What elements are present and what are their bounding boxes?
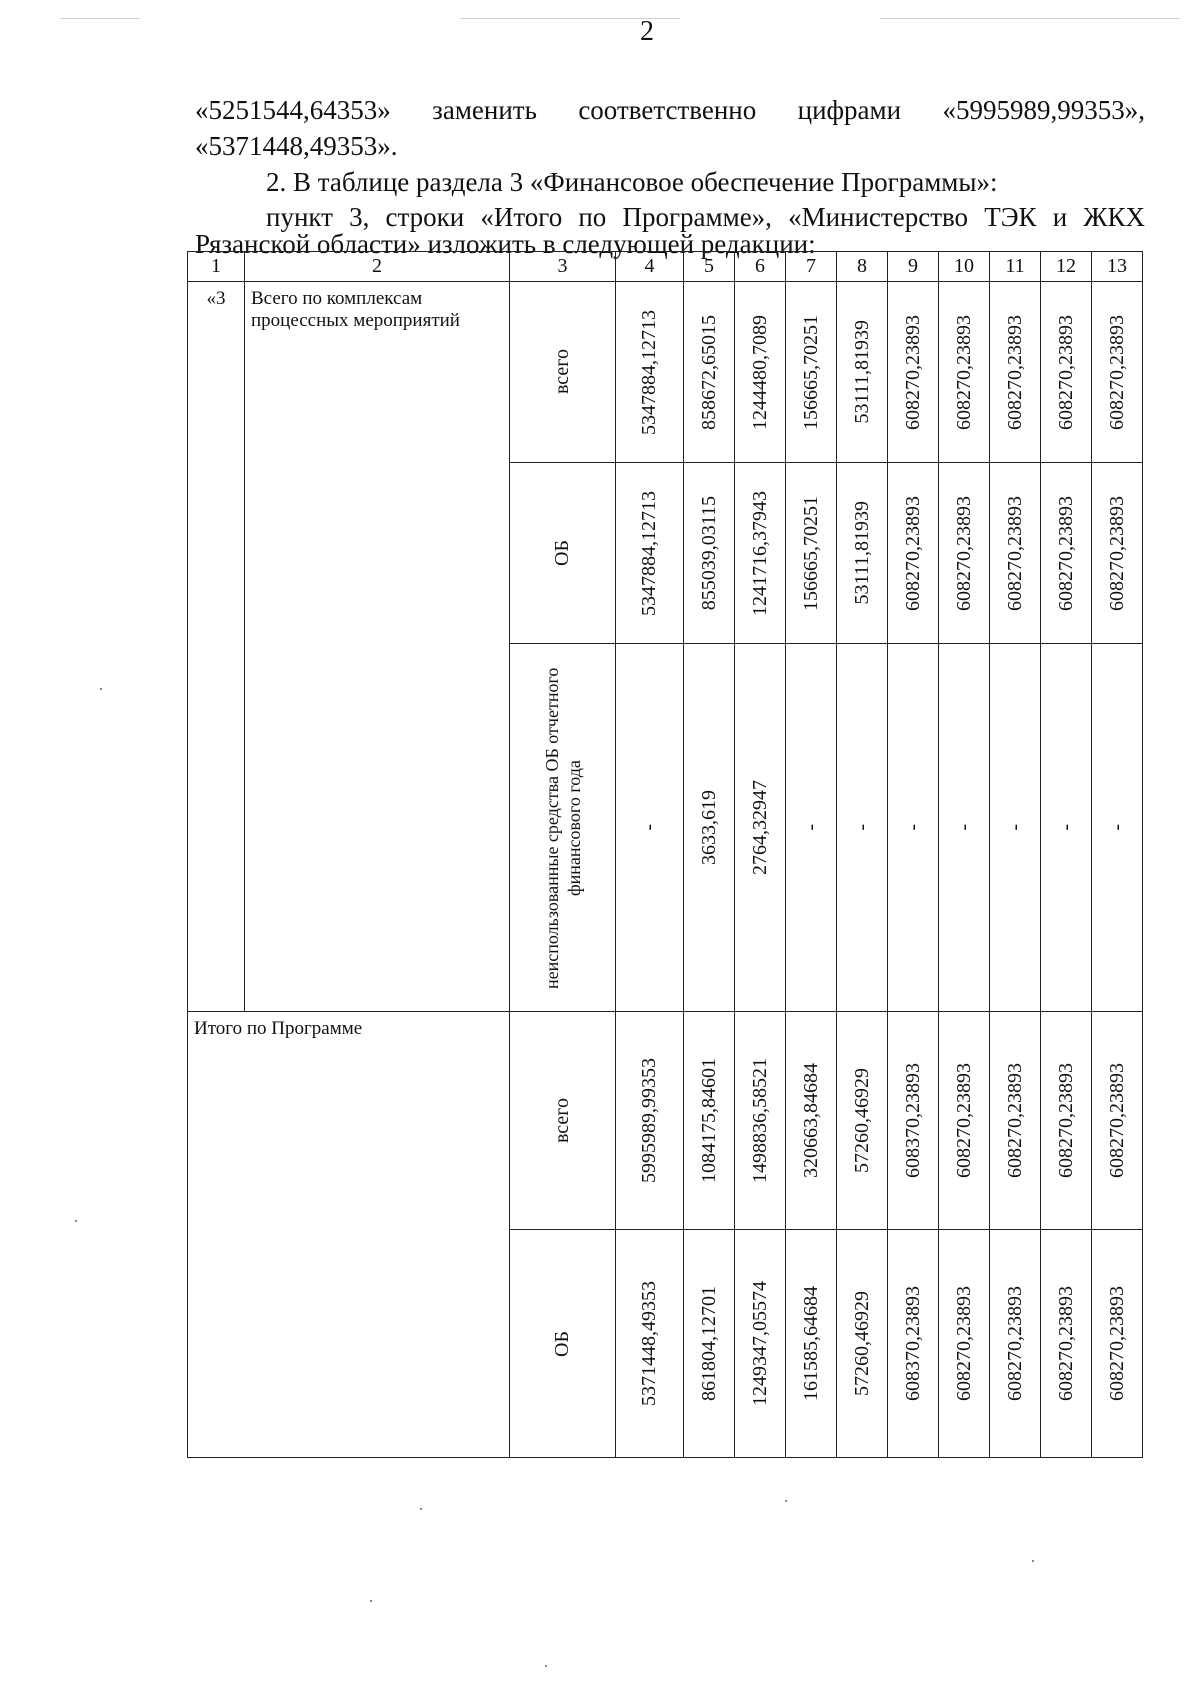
value: 1084175,84601: [697, 1058, 720, 1183]
value-cell: [786, 1230, 837, 1458]
scan-artifact-line: [60, 18, 140, 19]
value: 53111,81939: [850, 320, 873, 424]
value-cell: [735, 463, 786, 644]
total-name-cell: [188, 1012, 510, 1458]
scan-speck: [545, 1665, 547, 1667]
header-cell: 13: [1092, 252, 1143, 282]
value: 608270,23893: [1054, 1063, 1077, 1178]
value: 320663,84684: [799, 1063, 822, 1178]
value: 608270,23893: [1105, 1063, 1128, 1178]
header-cell: 1: [188, 252, 245, 282]
value: 608270,23893: [1003, 1063, 1026, 1178]
value-cell: [837, 282, 888, 463]
value-cell: [837, 1230, 888, 1458]
value-cell: [616, 463, 684, 644]
value-cell: [990, 282, 1041, 463]
table-row: [188, 282, 1143, 463]
value-cell: [1092, 282, 1143, 463]
total-name: Итого по Программе: [194, 1018, 363, 1039]
value-cell: [939, 282, 990, 463]
value-cell: [735, 1230, 786, 1458]
value: 608270,23893: [1054, 314, 1077, 430]
scan-artifact-line: [880, 18, 1180, 19]
value-cell: [1092, 644, 1143, 1012]
source-label: всего: [551, 1097, 573, 1144]
value-cell: [786, 1012, 837, 1230]
table-row: [188, 1012, 1143, 1230]
scan-speck: [75, 1220, 77, 1222]
value: 5995989,99353: [638, 1058, 660, 1183]
value: 53111,81939: [850, 501, 873, 605]
value-cell: [888, 644, 939, 1012]
value: 608270,23893: [901, 314, 924, 430]
paragraph-line-3: 2. В таблице раздела 3 «Финансовое обеспечение Программы»:: [266, 167, 998, 197]
value-cell: [888, 463, 939, 644]
row-number: «3: [206, 288, 226, 309]
value-cell: [990, 644, 1041, 1012]
value-cell: [990, 1230, 1041, 1458]
value-cell: [616, 1012, 684, 1230]
header-cell: 3: [510, 252, 616, 282]
old-value: «5251544,64353»: [195, 95, 391, 125]
value-cell: [735, 644, 786, 1012]
value: 57260,46929: [850, 1291, 873, 1396]
source-cell: [510, 1012, 616, 1230]
value: 608370,23893: [901, 1063, 924, 1178]
value: 608270,23893: [952, 495, 975, 611]
value: -: [1003, 824, 1026, 831]
value: 861804,12701: [697, 1286, 720, 1401]
value-cell: [939, 463, 990, 644]
value: -: [1054, 824, 1077, 831]
page-number: 2: [640, 16, 654, 47]
value: 5347884,12713: [638, 309, 660, 435]
value-cell: [1041, 1230, 1092, 1458]
value: 608270,23893: [1054, 495, 1077, 611]
value-cell: [990, 1012, 1041, 1230]
value: 608270,23893: [1003, 495, 1026, 611]
value-cell: [684, 1230, 735, 1458]
header-cell: 2: [245, 252, 510, 282]
paragraph-line-4: пункт 3, строки «Итого по Программе», «Министерство ТЭК и ЖКХ: [266, 202, 1145, 232]
value: -: [1105, 824, 1128, 831]
value: 156665,70251: [799, 495, 822, 611]
value: 608270,23893: [1054, 1286, 1077, 1401]
word-respectively: соответственно: [578, 95, 757, 125]
scan-speck: [1032, 1560, 1034, 1562]
value: 855039,03115: [697, 495, 720, 611]
word-figures: цифрами: [797, 95, 902, 125]
value-cell: [1041, 463, 1092, 644]
scan-speck: [370, 1600, 372, 1602]
value: 1241716,37943: [748, 490, 771, 616]
value-cell: [1041, 282, 1092, 463]
word-replace: заменить: [432, 95, 537, 125]
value-cell: [684, 644, 735, 1012]
value: 5347884,12713: [638, 490, 660, 616]
value-cell: [939, 644, 990, 1012]
value-cell: [837, 1012, 888, 1230]
new-value: «5995989,99353»,: [942, 95, 1145, 125]
source-cell: [510, 1230, 616, 1458]
value: 858672,65015: [697, 314, 720, 430]
value: 1498836,58521: [748, 1058, 771, 1183]
source-cell: [510, 282, 616, 463]
value: 608270,23893: [1003, 314, 1026, 430]
paragraph-line-2: «5371448,49353».: [195, 131, 398, 161]
row-name: Всего по комплексам процессных мероприятий: [251, 288, 460, 331]
value-cell: [888, 1012, 939, 1230]
value-cell: [888, 282, 939, 463]
value-cell: [684, 282, 735, 463]
value-cell: [939, 1230, 990, 1458]
value-cell: [684, 463, 735, 644]
value-cell: [735, 282, 786, 463]
header-cell: 6: [735, 252, 786, 282]
value: -: [952, 824, 975, 831]
value-cell: [1041, 644, 1092, 1012]
value: 608270,23893: [1003, 1286, 1026, 1401]
value-cell: [616, 1230, 684, 1458]
value: -: [638, 824, 660, 831]
value-cell: [990, 463, 1041, 644]
value: 156665,70251: [799, 314, 822, 430]
value: 1244480,7089: [748, 314, 771, 430]
value-cell: [1092, 1230, 1143, 1458]
source-label: неиспользованные средства ОБ отчетного финансового года: [541, 666, 584, 989]
value: 1249347,05574: [748, 1281, 771, 1406]
value: 5371448,49353: [638, 1281, 660, 1406]
value: 608270,23893: [1105, 495, 1128, 611]
header-cell: 4: [616, 252, 684, 282]
value: 3633,619: [697, 790, 720, 865]
source-cell: [510, 644, 616, 1012]
row-name-cell: [245, 282, 510, 1012]
value: 161585,64684: [799, 1286, 822, 1401]
paragraph-line-5: Рязанской области» изложить в следующей редакции:: [195, 229, 816, 259]
scan-speck: [100, 688, 102, 690]
value-cell: [837, 463, 888, 644]
value-cell: [1041, 1012, 1092, 1230]
scan-speck: [420, 1508, 422, 1510]
value-cell: [939, 1012, 990, 1230]
value: -: [799, 824, 822, 831]
value-cell: [616, 282, 684, 463]
header-cell: 5: [684, 252, 735, 282]
source-label: всего: [551, 349, 573, 395]
source-cell: [510, 463, 616, 644]
header-cell: 12: [1041, 252, 1092, 282]
value-cell: [735, 1012, 786, 1230]
header-row: [188, 252, 1143, 282]
value: 608270,23893: [952, 314, 975, 430]
header-cell: 8: [837, 252, 888, 282]
finance-table: [187, 251, 1143, 1458]
value: 608270,23893: [901, 495, 924, 611]
value: 608270,23893: [952, 1063, 975, 1178]
value: 608270,23893: [1105, 1286, 1128, 1401]
value: 608270,23893: [1105, 314, 1128, 430]
header-cell: 11: [990, 252, 1041, 282]
value: -: [850, 824, 873, 831]
value-cell: [616, 644, 684, 1012]
value: -: [901, 824, 924, 831]
value-cell: [786, 463, 837, 644]
value-cell: [1092, 463, 1143, 644]
value-cell: [786, 644, 837, 1012]
value-cell: [888, 1230, 939, 1458]
header-cell: 9: [888, 252, 939, 282]
value: 608270,23893: [952, 1286, 975, 1401]
source-label: ОБ: [551, 1330, 573, 1357]
source-label: ОБ: [551, 540, 573, 566]
value-cell: [786, 282, 837, 463]
value-cell: [1092, 1012, 1143, 1230]
header-cell: 7: [786, 252, 837, 282]
value-cell: [837, 644, 888, 1012]
scan-speck: [785, 1500, 787, 1502]
value: 2764,32947: [748, 780, 771, 875]
header-cell: 10: [939, 252, 990, 282]
row-number-cell: [188, 282, 245, 1012]
paragraph-line-1: [195, 92, 1145, 128]
value: 57260,46929: [850, 1068, 873, 1173]
value: 608370,23893: [901, 1286, 924, 1401]
value-cell: [684, 1012, 735, 1230]
